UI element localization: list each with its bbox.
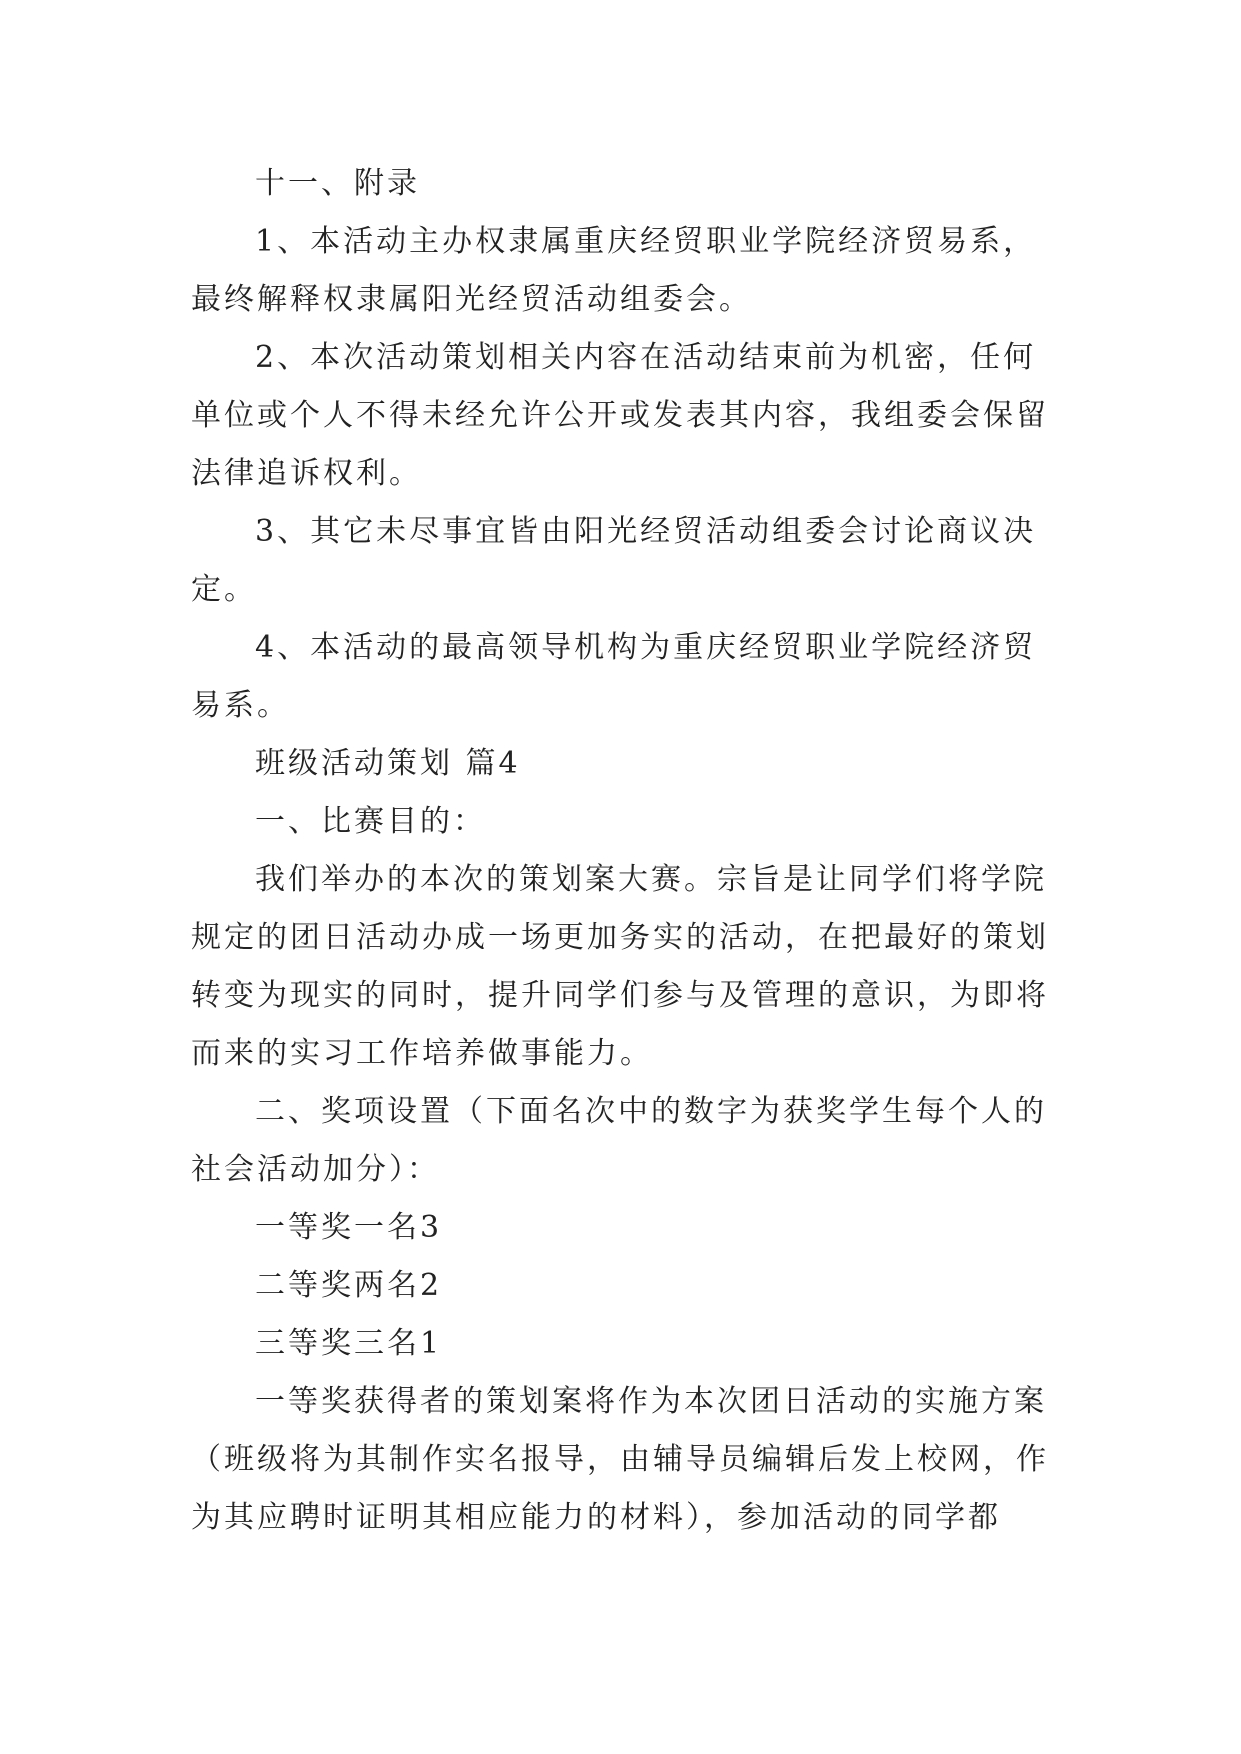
purpose-body: 我们举办的本次的策划案大赛。宗旨是让同学们将学院规定的团日活动办成一场更加务实的活动，在把最好的策划转变为现实的同时，提升同学们参与及管理的意识，为即将而来的实习工作培养做事能力。 bbox=[191, 862, 1049, 1071]
award-second: 二等奖两名2 bbox=[255, 1268, 443, 1303]
document-body bbox=[191, 155, 1051, 1547]
appendix-item-3: 3、其它未尽事宜皆由阳光经贸活动组委会讨论商议决定。 bbox=[191, 514, 1037, 607]
section-title: 班级活动策划 篇4 bbox=[255, 746, 521, 781]
appendix-item-1: 1、本活动主办权隶属重庆经贸职业学院经济贸易系，最终解释权隶属阳光经贸活动组委会。 bbox=[191, 224, 1037, 317]
appendix-item-2: 2、本次活动策划相关内容在活动结束前为机密，任何单位或个人不得未经允许公开或发表其内容，我组委会保留法律追诉权利。 bbox=[191, 340, 1049, 491]
awards-heading: 二、奖项设置（下面名次中的数字为获奖学生每个人的社会活动加分）： bbox=[191, 1094, 1047, 1187]
appendix-item-4: 4、本活动的最高领导机构为重庆经贸职业学院经济贸易系。 bbox=[191, 630, 1037, 723]
purpose-heading: 一、比赛目的： bbox=[255, 804, 486, 839]
award-details: 一等奖获得者的策划案将作为本次团日活动的实施方案（班级将为其制作实名报导，由辅导员编辑后发上校网，作为其应聘时证明其相应能力的材料），参加活动的同学都 bbox=[191, 1384, 1049, 1535]
appendix-heading: 十一、附录 bbox=[255, 166, 420, 201]
award-third: 三等奖三名1 bbox=[255, 1326, 443, 1361]
award-first: 一等奖一名3 bbox=[255, 1210, 443, 1245]
